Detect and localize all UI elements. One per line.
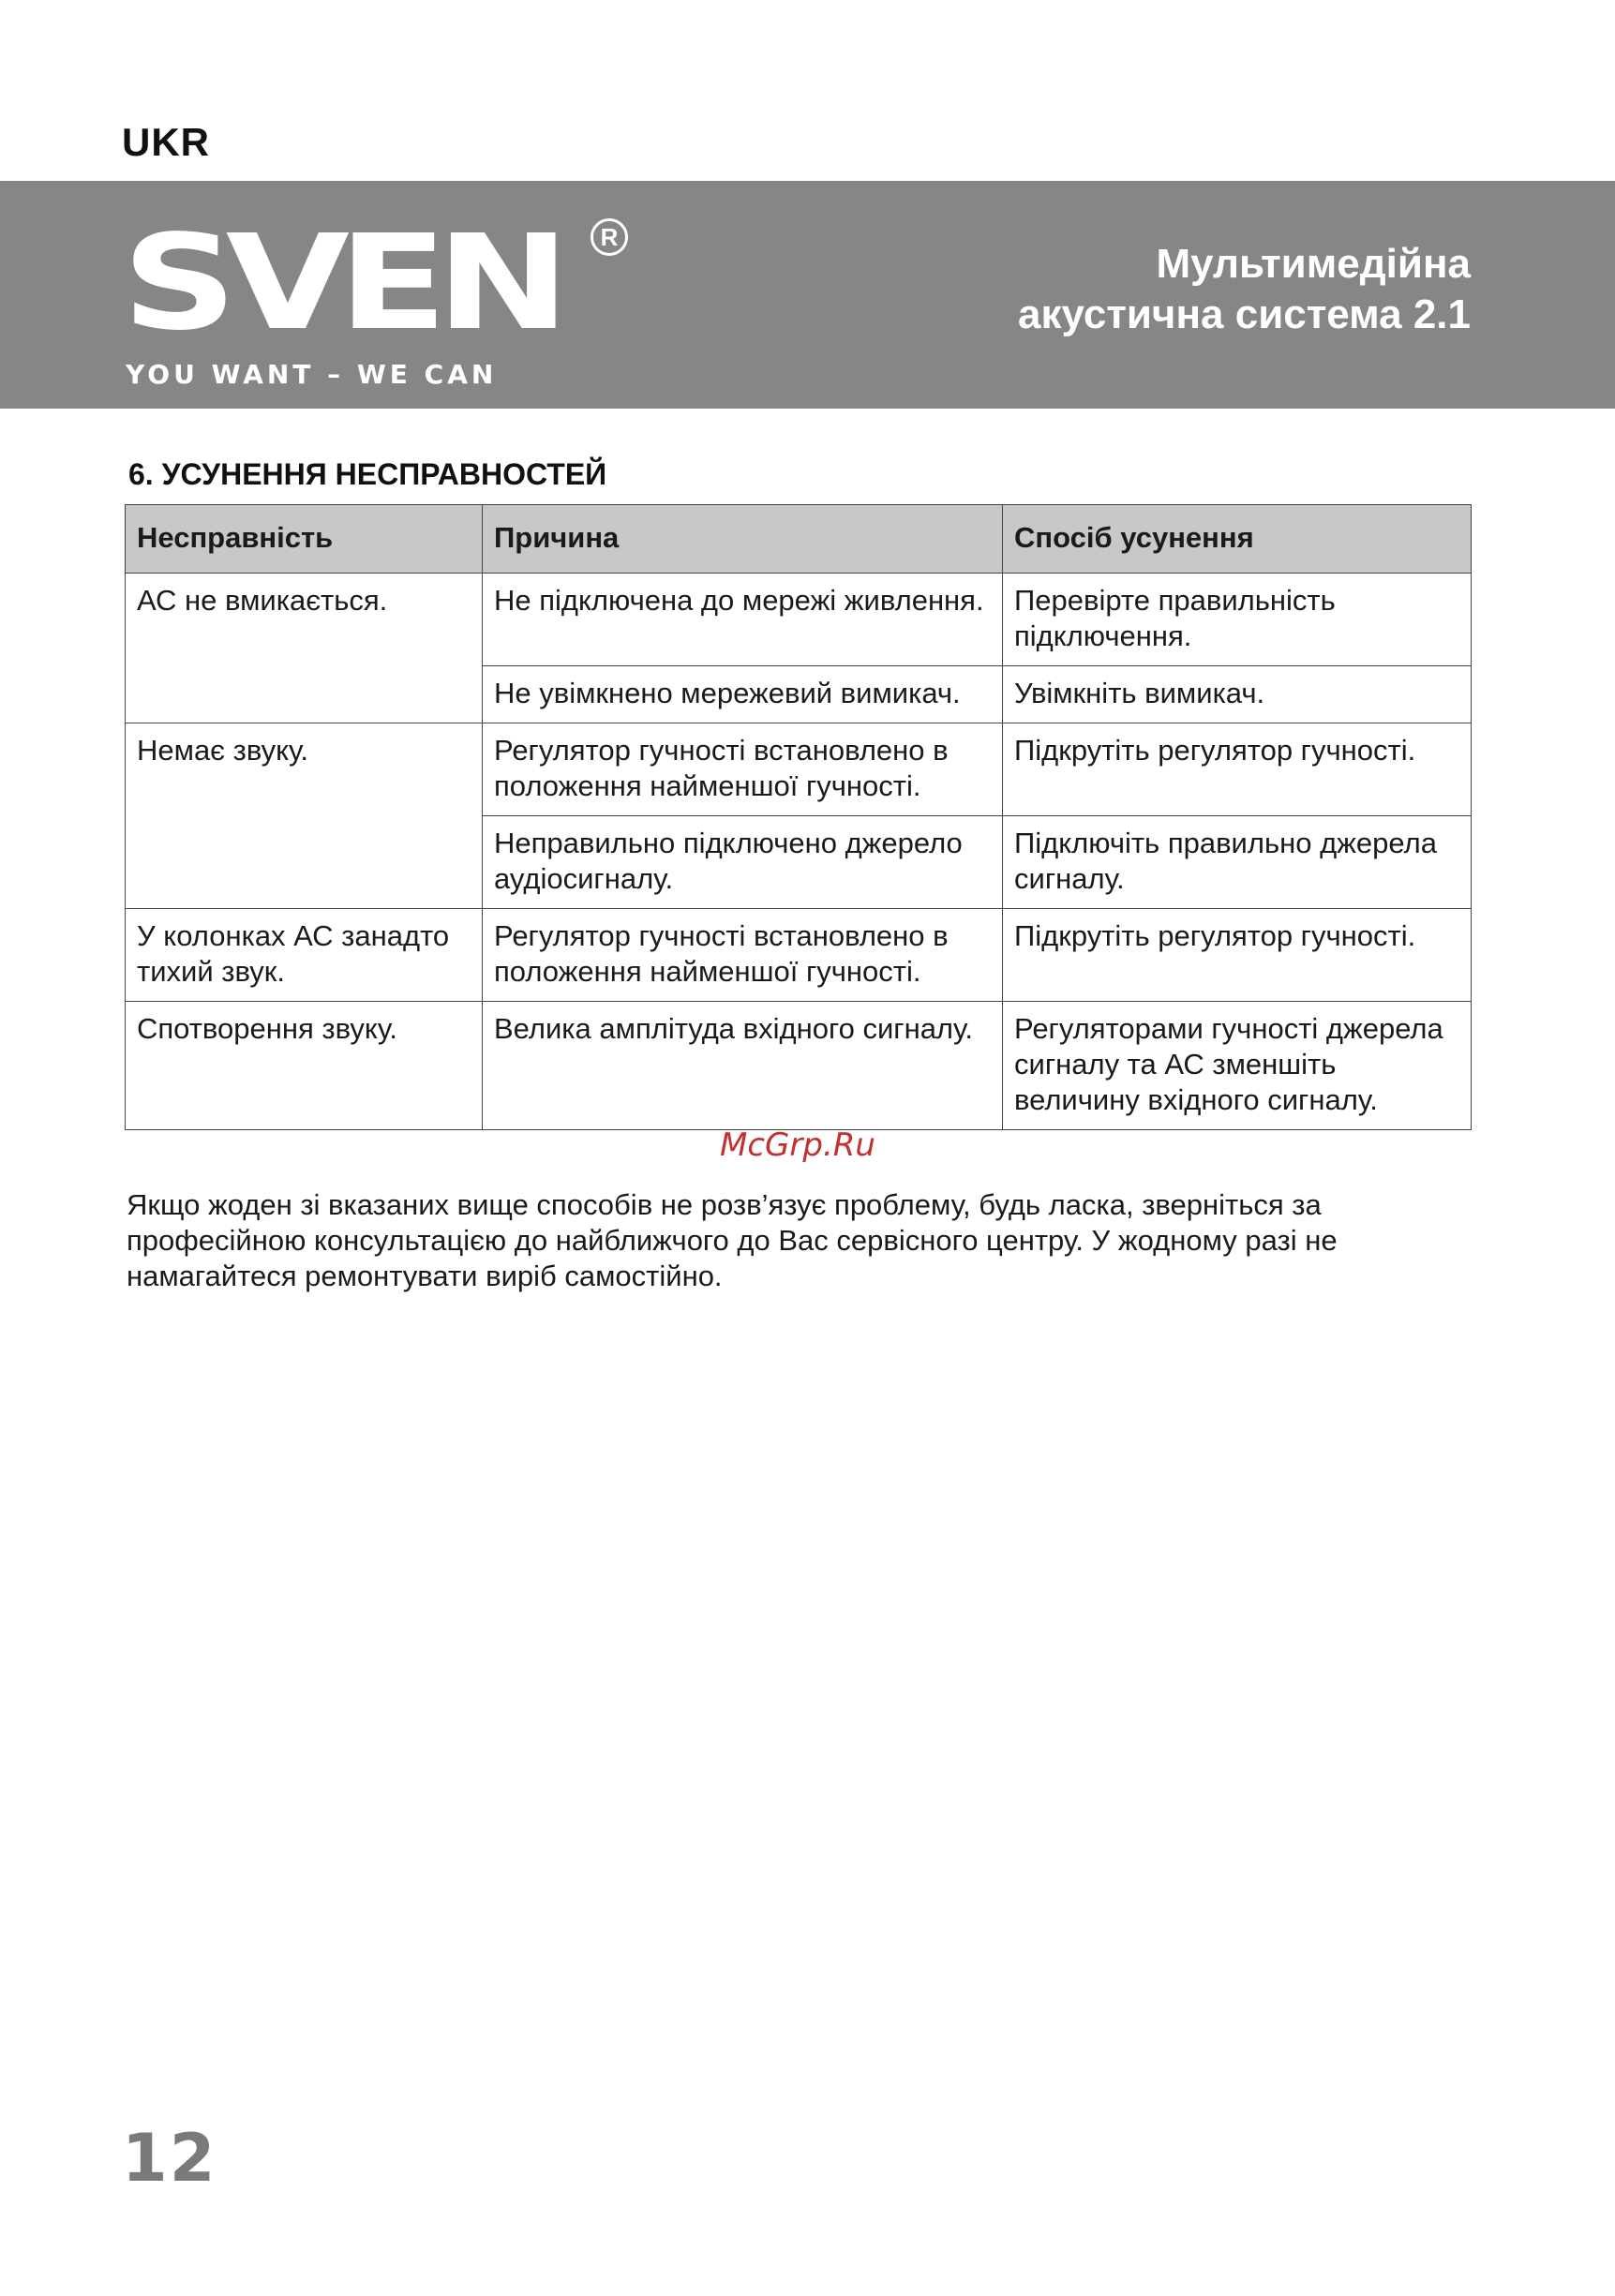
- header-fault: Несправність: [126, 505, 483, 574]
- remedy-cell: Підкрутіть регулятор гучності.: [1003, 909, 1472, 1002]
- page-number: 12: [122, 2120, 217, 2197]
- table-row: [126, 574, 1472, 666]
- fault-cell: У колонках АС занадто тихий звук.: [126, 909, 483, 1002]
- remedy-cell: Підкрутіть регулятор гучності.: [1003, 723, 1472, 816]
- remedy-cell: Перевірте правильність підключення.: [1003, 574, 1472, 666]
- support-note: Якщо жоден зі вказаних вище способів не розв’язує проблему, будь ласка, зверніться за професійною консультацією до найближчого до Вас сервісного центру. У жодному разі не намагайтеся ремонтувати виріб самостійно.: [127, 1188, 1338, 1292]
- language-code: UKR: [122, 120, 210, 164]
- cause-cell: Не підключена до мережі живлення.: [483, 574, 1003, 666]
- troubleshooting-table: [125, 504, 1472, 1130]
- cause-cell: Не увімкнено мережевий вимикач.: [483, 666, 1003, 723]
- logo-tagline: YOU WANT – WE CAN: [126, 359, 498, 390]
- product-title-line2: акустична система 2.1: [1017, 291, 1471, 337]
- table-row: [126, 723, 1472, 816]
- fault-cell: АС не вмикається.: [126, 574, 483, 723]
- remedy-cell: Регуляторами гучності джерела сигналу та АС зменшіть величину вхідного сигналу.: [1003, 1002, 1472, 1130]
- cause-cell: Регулятор гучності встановлено в положення найменшої гучності.: [483, 723, 1003, 816]
- remedy-cell: Увімкніть вимикач.: [1003, 666, 1472, 723]
- header-band: [0, 181, 1615, 409]
- header-remedy: Спосіб усунення: [1003, 505, 1472, 574]
- fault-cell: Спотворення звуку.: [126, 1002, 483, 1130]
- product-title-line1: Мультимедійна: [1156, 241, 1471, 287]
- product-title: [1018, 239, 1471, 340]
- table-header-row: [126, 505, 1472, 574]
- registered-mark-icon: R: [591, 218, 628, 256]
- cause-cell: Велика амплітуда вхідного сигналу.: [483, 1002, 1003, 1130]
- section-title: 6. УСУНЕННЯ НЕСПРАВНОСТЕЙ: [128, 457, 607, 491]
- table-row: [126, 909, 1472, 1002]
- cause-cell: Неправильно підключено джерело аудіосигналу.: [483, 816, 1003, 909]
- brand-logo: [122, 207, 619, 390]
- table-row: [126, 1002, 1472, 1130]
- cause-cell: Регулятор гучності встановлено в положення найменшої гучності.: [483, 909, 1003, 1002]
- remedy-cell: Підключіть правильно джерела сигналу.: [1003, 816, 1472, 909]
- logo-brand: SVEN: [122, 207, 560, 360]
- watermark: McGrp.Ru: [720, 1126, 875, 1164]
- header-cause: Причина: [483, 505, 1003, 574]
- fault-cell: Немає звуку.: [126, 723, 483, 909]
